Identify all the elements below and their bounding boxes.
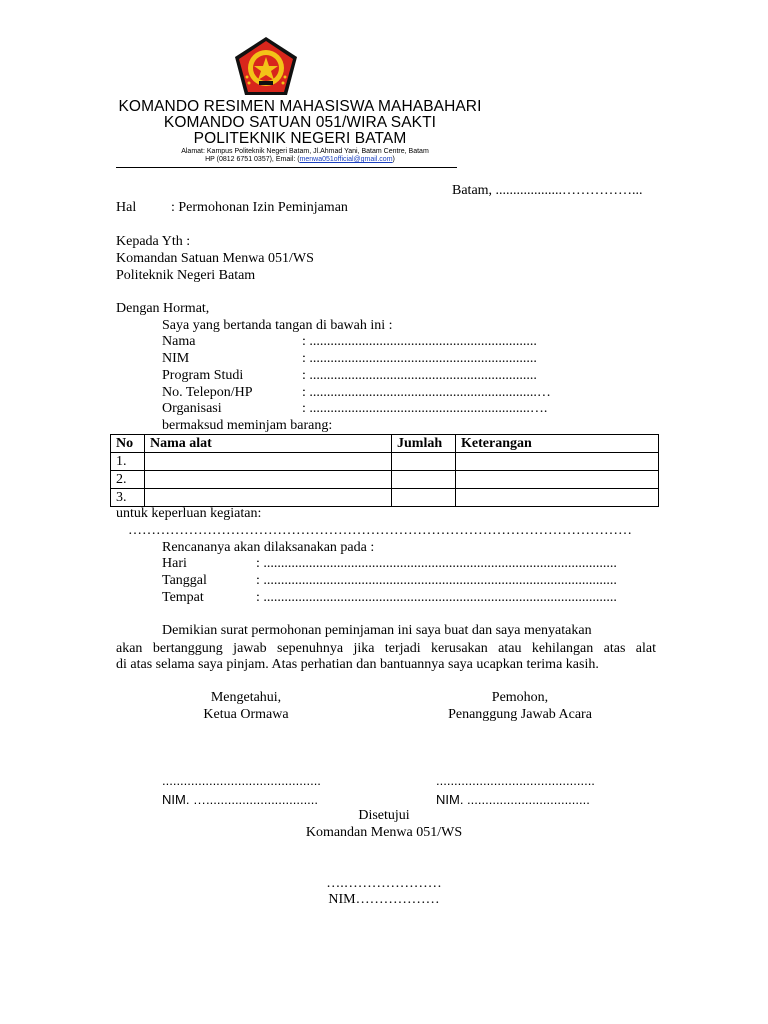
letterhead-line1: KOMANDO RESIMEN MAHASISWA MAHABAHARI [118,98,482,115]
plan-intro: Rencananya akan dilaksanakan pada : [162,540,375,555]
closing-line3: di atas selama saya pinjam. Atas perhatian dan bantuannya saya ucapkan terima kasih. [116,657,599,672]
field-value-nama[interactable]: : ................................................................. [302,334,537,349]
contact-prefix: HP (0812 6751 0357), Email: ( [205,156,300,163]
purpose-label: untuk keperluan kegiatan: [116,506,262,521]
plan-value-tempat[interactable]: : ..................................................................................................... [256,590,617,605]
field-label-prodi: Program Studi [162,368,244,383]
recipient-line2: Politeknik Negeri Batam [116,268,256,283]
row-number: 3. [111,489,145,507]
cell-keterangan[interactable] [456,489,659,507]
purpose-line[interactable]: ……………………………………………………………………………………………… [128,523,632,538]
recipient-greeting: Kepada Yth : [116,234,191,249]
field-value-prodi[interactable]: : ................................................................. [302,368,537,383]
contact-suffix: ) [392,156,395,163]
letterhead-line3: POLITEKNIK NEGERI BATAM [193,130,407,147]
table-header-row [111,435,659,453]
right-sign-title2: Penanggung Jawab Acara [448,707,592,722]
table-row [111,471,659,489]
table-row [111,489,659,507]
plan-label-tanggal: Tanggal [162,573,207,588]
approver-nim[interactable]: NIM……………… [328,892,440,907]
plan-value-hari[interactable]: : ..................................................................................................... [256,556,617,571]
left-sign-title2: Ketua Ormawa [203,707,289,722]
closing-line1: Demikian surat permohonan peminjaman ini saya buat dan saya menyatakan [162,623,592,638]
field-value-nim[interactable]: : ................................................................. [302,351,537,366]
cell-jumlah[interactable] [392,471,456,489]
cell-keterangan[interactable] [456,453,659,471]
plan-value-tanggal[interactable]: : ..................................................................................................... [256,573,617,588]
letterhead-line2: KOMANDO SATUAN 051/WIRA SAKTI [163,114,437,131]
field-value-phone[interactable]: : .................................................................… [302,385,551,400]
field-label-nim: NIM [162,351,190,366]
letterhead-contact [110,156,490,163]
field-label-phone: No. Telepon/HP [162,385,253,400]
plan-label-hari: Hari [162,556,187,571]
right-sign-name[interactable]: ............................................ [436,773,595,788]
place-date: Batam, ...................……………... [452,183,643,198]
letterhead-rule [116,167,457,168]
menwa-logo [233,35,299,97]
right-sign-title1: Pemohon, [491,690,549,705]
col-header-nama-alat: Nama alat [145,435,392,453]
col-header-no: No [111,435,145,453]
cell-nama-alat[interactable] [145,471,392,489]
row-number: 1. [111,453,145,471]
letterhead-address: Alamat: Kampus Politeknik Negeri Batam, Jl.Ahmad Yani, Batam Centre, Batam [181,148,429,155]
field-label-nama: Nama [162,334,196,349]
col-header-jumlah: Jumlah [392,435,456,453]
field-value-org[interactable]: : ...............................................................…. [302,401,548,416]
field-label-org: Organisasi [162,401,222,416]
recipient-line1: Komandan Satuan Menwa 051/WS [116,251,314,266]
subject-label: Hal [116,200,137,215]
right-sign-nim[interactable]: NIM. .................................. [436,792,590,807]
row-number: 2. [111,471,145,489]
approver-title: Komandan Menwa 051/WS [305,825,463,840]
cell-jumlah[interactable] [392,489,456,507]
closing-line2: akan bertanggung jawab sepenuhnya jika terjadi kerusakan atau kehilangan atas alat [116,641,656,656]
table-row [111,453,659,471]
cell-nama-alat[interactable] [145,489,392,507]
col-header-keterangan: Keterangan [456,435,659,453]
approved-label: Disetujui [358,808,410,823]
items-table [110,434,659,507]
subject-value: : Permohonan Izin Peminjaman [171,200,348,215]
salutation: Dengan Hormat, [116,301,210,316]
plan-label-tempat: Tempat [162,590,204,605]
email-link[interactable]: menwa051official@gmail.com [299,156,393,163]
cell-nama-alat[interactable] [145,453,392,471]
borrow-intro: bermaksud meminjam barang: [162,418,333,433]
cell-jumlah[interactable] [392,453,456,471]
cell-keterangan[interactable] [456,471,659,489]
approver-name[interactable]: ….………………… [326,876,442,891]
left-sign-title1: Mengetahui, [210,690,282,705]
left-sign-nim[interactable]: NIM. …............................... [162,792,319,807]
intro-text: Saya yang bertanda tangan di bawah ini : [162,318,393,333]
left-sign-name[interactable]: ............................................ [162,773,321,788]
